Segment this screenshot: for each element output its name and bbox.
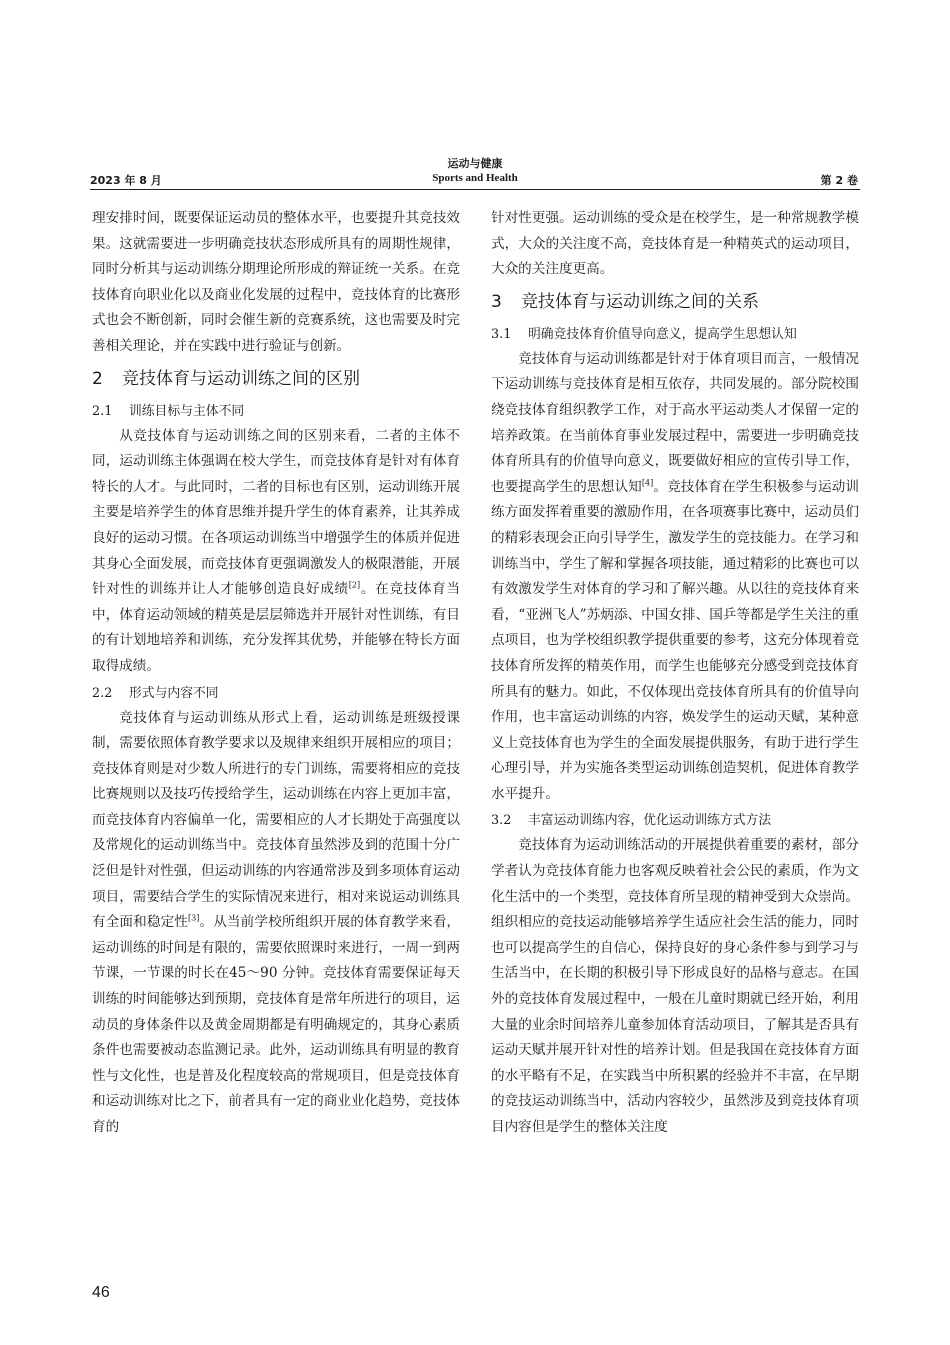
paragraph-text: 从竞技体育与运动训练之间的区别来看，二者的主体不同，运动训练主体强调在校大学生，而竞技体育是针对有体育特长的人才。与此同时，二者的目标也有区别，运动训练开展主要是培养学生的体育思维并提升学生的体育素养，让其养成良好的运动习惯。在各项运动训练当中增强学生的体质并促进其身心全面发展，而竞技体育更强调激发人的极限潜能，开展针对性的训练并让人才能够创造良好成绩 [92,427,460,598]
subsection-title: 训练目标与主体不同 [129,403,245,419]
issue-date: 2023 年 8 月 [90,174,162,187]
right-column [491,206,859,1141]
citation-ref[interactable]: [2] [348,580,361,590]
page-number: 46 [92,1284,110,1301]
section-number: 3 [491,291,502,312]
section-2-1-heading [92,400,460,424]
subsection-title: 丰富运动训练内容，优化运动训练方式方法 [528,813,772,829]
header-rule [90,189,860,190]
paragraph-3-1 [491,347,859,808]
section-3-heading [491,290,859,314]
paragraph-text: 。竞技体育在学生积极参与运动训练方面发挥着重要的激励作用，在各项赛事比赛中，运动员们的精彩表现会正向引导学生，激发学生的竞技能力。在学习和训练当中，学生了解和掌握各项技能，通过精彩的比赛也可以有效激发学生对体育的学习和了解兴趣。从以往的竞技体育来看，“亚洲飞人”苏炳添、中国女排、国乒等都是学生关注的重点项目，也为学校组织教学提供重要的参考，这充分体现着竞技体育所发挥的精英作用，而学生也能够充分感受到竞技体育所具有的魅力。如此，不仅体现出竞技体育所具有的价值导向作用，也丰富运动训练的内容，焕发学生的运动天赋，某种意义上竞技体育也为学生的全面发展提供服务，有助于进行学生心理引导，并为实施各类型运动训练创造契机，促进体育教学水平提升。 [491,478,860,802]
journal-title-en: Sports and Health [432,172,518,184]
section-number: 2 [92,368,103,389]
citation-ref[interactable]: [3] [188,913,200,923]
journal-title-cn: 运动与健康 [447,157,503,170]
section-2-2-heading [92,682,460,706]
subsection-number: 3.2 [491,813,512,829]
section-title: 竞技体育与运动训练之间的关系 [521,291,759,312]
citation-ref[interactable]: [4] [641,478,654,488]
subsection-title: 形式与内容不同 [129,685,219,701]
paragraph-2-2-continued: 针对性更强。运动训练的受众是在校学生，是一种常规教学模式，大众的关注度不高，竞技体育是一种精英式的运动项目，大众的关注度更高。 [491,210,859,278]
paragraph-2-2 [92,706,460,1141]
section-2-heading [92,367,460,391]
subsection-title: 明确竞技体育价值导向意义，提高学生思想认知 [528,326,797,342]
subsection-number: 3.1 [491,326,512,342]
section-3-2-heading [491,809,859,833]
paragraph-intro-continued: 理安排时间，既要保证运动员的整体水平，也要提升其竞技效果。这就需要进一步明确竞技状态形成所具有的周期性规律，同时分析其与运动训练分期理论所形成的辩证统一关系。在竞技体育向职业化以及商业化发展的过程中，竞技体育的比赛形式也会不断创新，同时会催生新的竞赛系统，这也需要及时完善相关理论，并在实践中进行验证与创新。 [92,210,460,354]
paragraph-text: 竞技体育与运动训练都是针对于体育项目而言，一般情况下运动训练与竞技体育是相互依存，共同发展的。部分院校围绕竞技体育组织教学工作，对于高水平运动类人才保留一定的培养政策。在当前体育事业发展过程中，需要进一步明确竞技体育所具有的价值导向意义，既要做好相应的宣传引导工作，也要提高学生的思想认知 [491,350,859,495]
volume-label: 第 2 卷 [820,174,858,187]
paragraph-text: 竞技体育与运动训练从形式上看，运动训练是班级授课制，需要依照体育教学要求以及规律来组织开展相应的项目；竞技体育则是对少数人所进行的专门训练，需要将相应的竞技比赛规则以及技巧传授给学生，运动训练在内容上更加丰富，而竞技体育内容偏单一化，需要相应的人才长期处于高强度以及常规化的运动训练当中。竞技体育虽然涉及到的范围十分广泛但是针对性强，但运动训练的内容通常涉及到多项体育运动项目，需要结合学生的实际情况来进行，相对来说运动训练具有全面和稳定性 [92,709,460,931]
section-3-1-heading [491,323,859,347]
section-title: 竞技体育与运动训练之间的区别 [122,368,360,389]
paragraph-text: 。在竞技体育当中，体育运动领域的精英是层层筛选并开展针对性训练，有目的有计划地培养和训练，充分发挥其优势，并能够在特长方面取得成绩。 [92,581,461,674]
subsection-number: 2.2 [92,685,113,701]
paragraph-2-1 [92,424,460,680]
left-column [92,206,460,1141]
subsection-number: 2.1 [92,403,113,419]
paragraph-3-2: 竞技体育为运动训练活动的开展提供着重要的素材，部分学者认为竞技体育能力也客观反映着社会公民的素质，作为文化生活中的一个类型，竞技体育所呈现的精神受到大众崇尚。组织相应的竞技运动能够培养学生适应社会生活的能力，同时也可以提高学生的自信心，保持良好的身心条件参与到学习与生活当中，在长期的积极引导下形成良好的品格与意志。在国外的竞技体育发展过程中，一般在儿童时期就已经开始，利用大量的业余时间培养儿童参加体育活动项目，了解其是否具有运动天赋并展开针对性的培养计划。但是我国在竞技体育方面的水平略有不足，在实践当中所积累的经验并不丰富，在早期的竞技运动训练当中，活动内容较少，虽然涉及到竞技体育项目内容但是学生的整体关注度 [491,837,859,1135]
paragraph-text: 。从当前学校所组织开展的体育教学来看，运动训练的时间是有限的，需要依照课时来进行，一周一到两节课，一节课的时长在45～90 分钟。竞技体育需要保证每天训练的时间能够达到预期，竞技体育是常年所进行的项目，运动员的身体条件以及黄金周期都是有明确规定的，其身心素质条件也需要被动态监测记录。此外，运动训练具有明显的教育性与文化性，也是普及化程度较高的常规项目，但是竞技体育和运动训练对比之下，前者具有一定的商业业化趋势，竞技体育的 [92,914,461,1135]
